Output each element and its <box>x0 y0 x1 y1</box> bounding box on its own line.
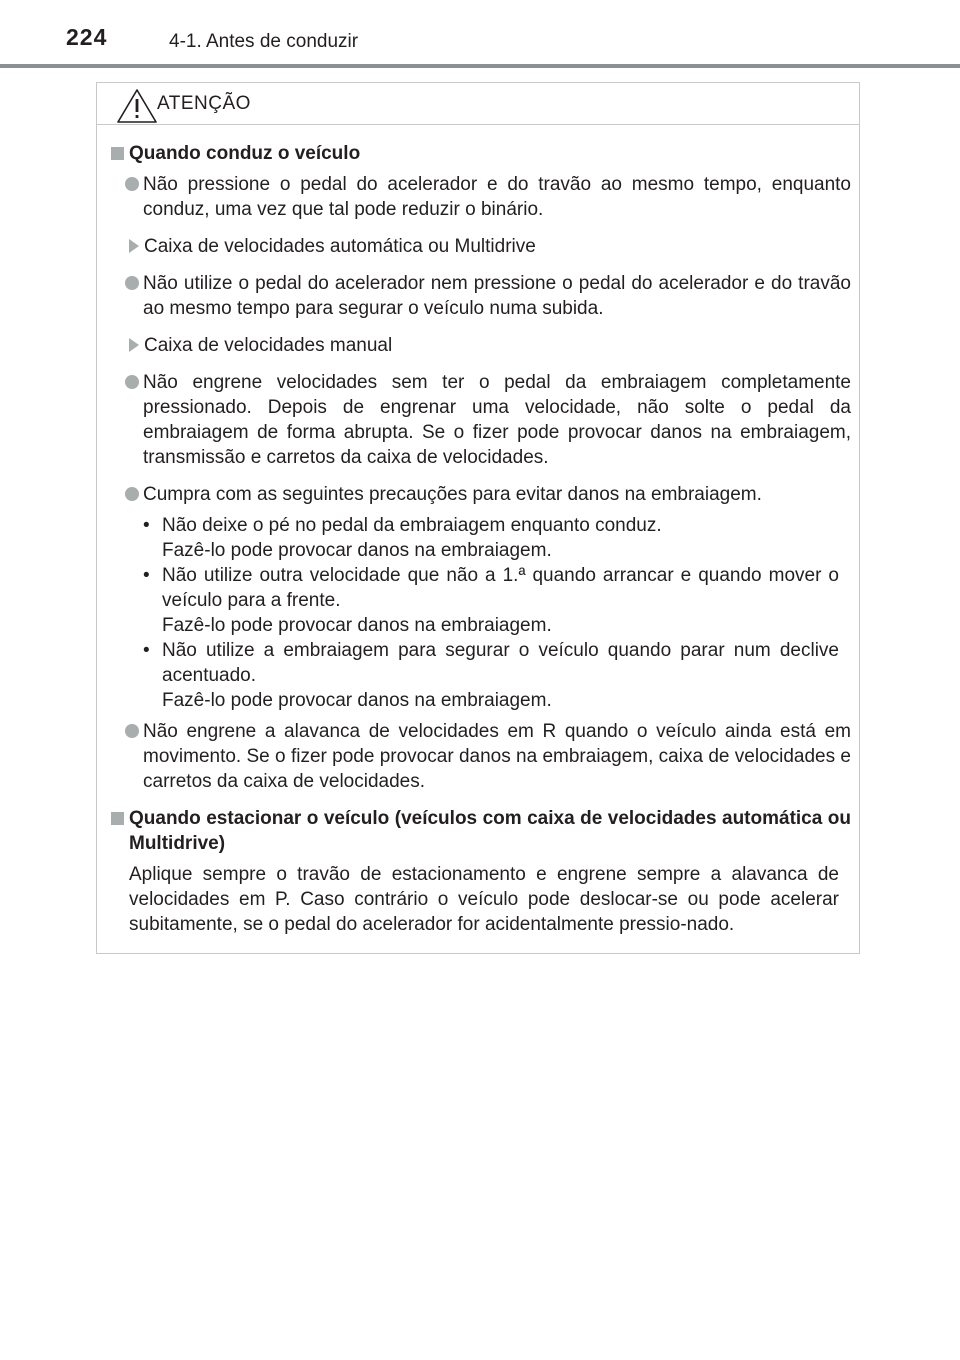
sub-bullet-text: Não deixe o pé no pedal da embraiagem enquanto conduz. <box>162 515 662 536</box>
page-number: 224 <box>66 24 108 50</box>
circle-bullet-icon <box>125 724 139 738</box>
sub-bullet-text: Não utilize outra velocidade que não a 1.ª quando arrancar e quando mover o veículo para a frente. <box>162 565 839 611</box>
sub-bullet-text: Não utilize a embraiagem para segurar o veículo quando parar num declive acentuado. <box>162 640 839 686</box>
triangle-arrow-icon <box>129 239 139 253</box>
circle-bullet-icon <box>125 276 139 290</box>
circle-bullet-icon <box>125 375 139 389</box>
chapter-title: 4-1. Antes de conduzir <box>169 31 359 52</box>
warning-box <box>96 82 860 954</box>
section-heading-text: Quando conduz o veículo <box>129 143 361 164</box>
list-item-text: Cumpra com as seguintes precauções para evitar danos na embraiagem. <box>143 484 762 505</box>
list-item <box>111 370 851 470</box>
list-item-text: Não engrene a alavanca de velocidades em R quando o veículo ainda está em movimento. Se o fizer pode provocar danos na embraiagem, caixa de velocidades e carretos da caixa de velocidades. <box>143 721 851 792</box>
sub-bullet-note: Fazê-lo pode provocar danos na embraiagem. <box>162 690 552 711</box>
subheading-manual <box>111 333 851 358</box>
section-heading-text: Quando estacionar o veículo (veículos com caixa de velocidades automática ou Multidrive) <box>129 808 851 854</box>
bullet-marker: • <box>143 565 150 586</box>
list-item-text: Não engrene velocidades sem ter o pedal da embraiagem completamente pressionado. Depois de engrenar uma velocidade, não solte o pedal da embraiagem de forma abrupta. Se o fizer pode provocar danos na embraiagem, transmissão e carretos da caixa de velocidades. <box>143 372 851 468</box>
list-item-text: Não utilize o pedal do acelerador nem pressione o pedal do acelerador e do travão ao mesmo tempo para segurar o veículo numa subida. <box>143 273 851 319</box>
circle-bullet-icon <box>125 487 139 501</box>
warning-title: ATENÇÃO <box>157 93 251 114</box>
warning-body <box>111 141 851 937</box>
list-item-text: Não pressione o pedal do acelerador e do travão ao mesmo tempo, enquanto conduz, uma vez que tal pode reduzir o binário. <box>143 174 851 220</box>
square-bullet-icon <box>111 812 124 825</box>
subheading-text: Caixa de velocidades automática ou Multidrive <box>144 236 536 257</box>
sub-bullet-note: Fazê-lo pode provocar danos na embraiagem. <box>162 540 552 561</box>
circle-bullet-icon <box>125 177 139 191</box>
list-item <box>111 271 851 321</box>
section-heading-parking <box>111 806 851 856</box>
warning-header <box>97 83 859 125</box>
sub-bullet-item <box>111 563 851 613</box>
bullet-marker: • <box>143 515 150 536</box>
subheading-automatic <box>111 234 851 259</box>
sub-bullet-item <box>111 513 851 538</box>
sub-bullet-item <box>111 638 851 688</box>
list-item <box>111 482 851 507</box>
triangle-arrow-icon <box>129 338 139 352</box>
bullet-marker: • <box>143 640 150 661</box>
page-header <box>0 0 960 72</box>
warning-triangle-icon <box>115 87 159 125</box>
header-rule <box>0 64 960 68</box>
square-bullet-icon <box>111 147 124 160</box>
section-paragraph: Aplique sempre o travão de estacionamento e engrene sempre a alavanca de velocidades em P. Caso contrário o veículo pode deslocar-se ou pode acelerar subitamente, se o pedal do acelerador for acidentalmente pressio-nado. <box>129 864 839 935</box>
sub-bullet-note: Fazê-lo pode provocar danos na embraiagem. <box>162 615 552 636</box>
subheading-text: Caixa de velocidades manual <box>144 335 393 356</box>
list-item <box>111 719 851 794</box>
section-heading-driving <box>111 141 851 166</box>
list-item <box>111 172 851 222</box>
